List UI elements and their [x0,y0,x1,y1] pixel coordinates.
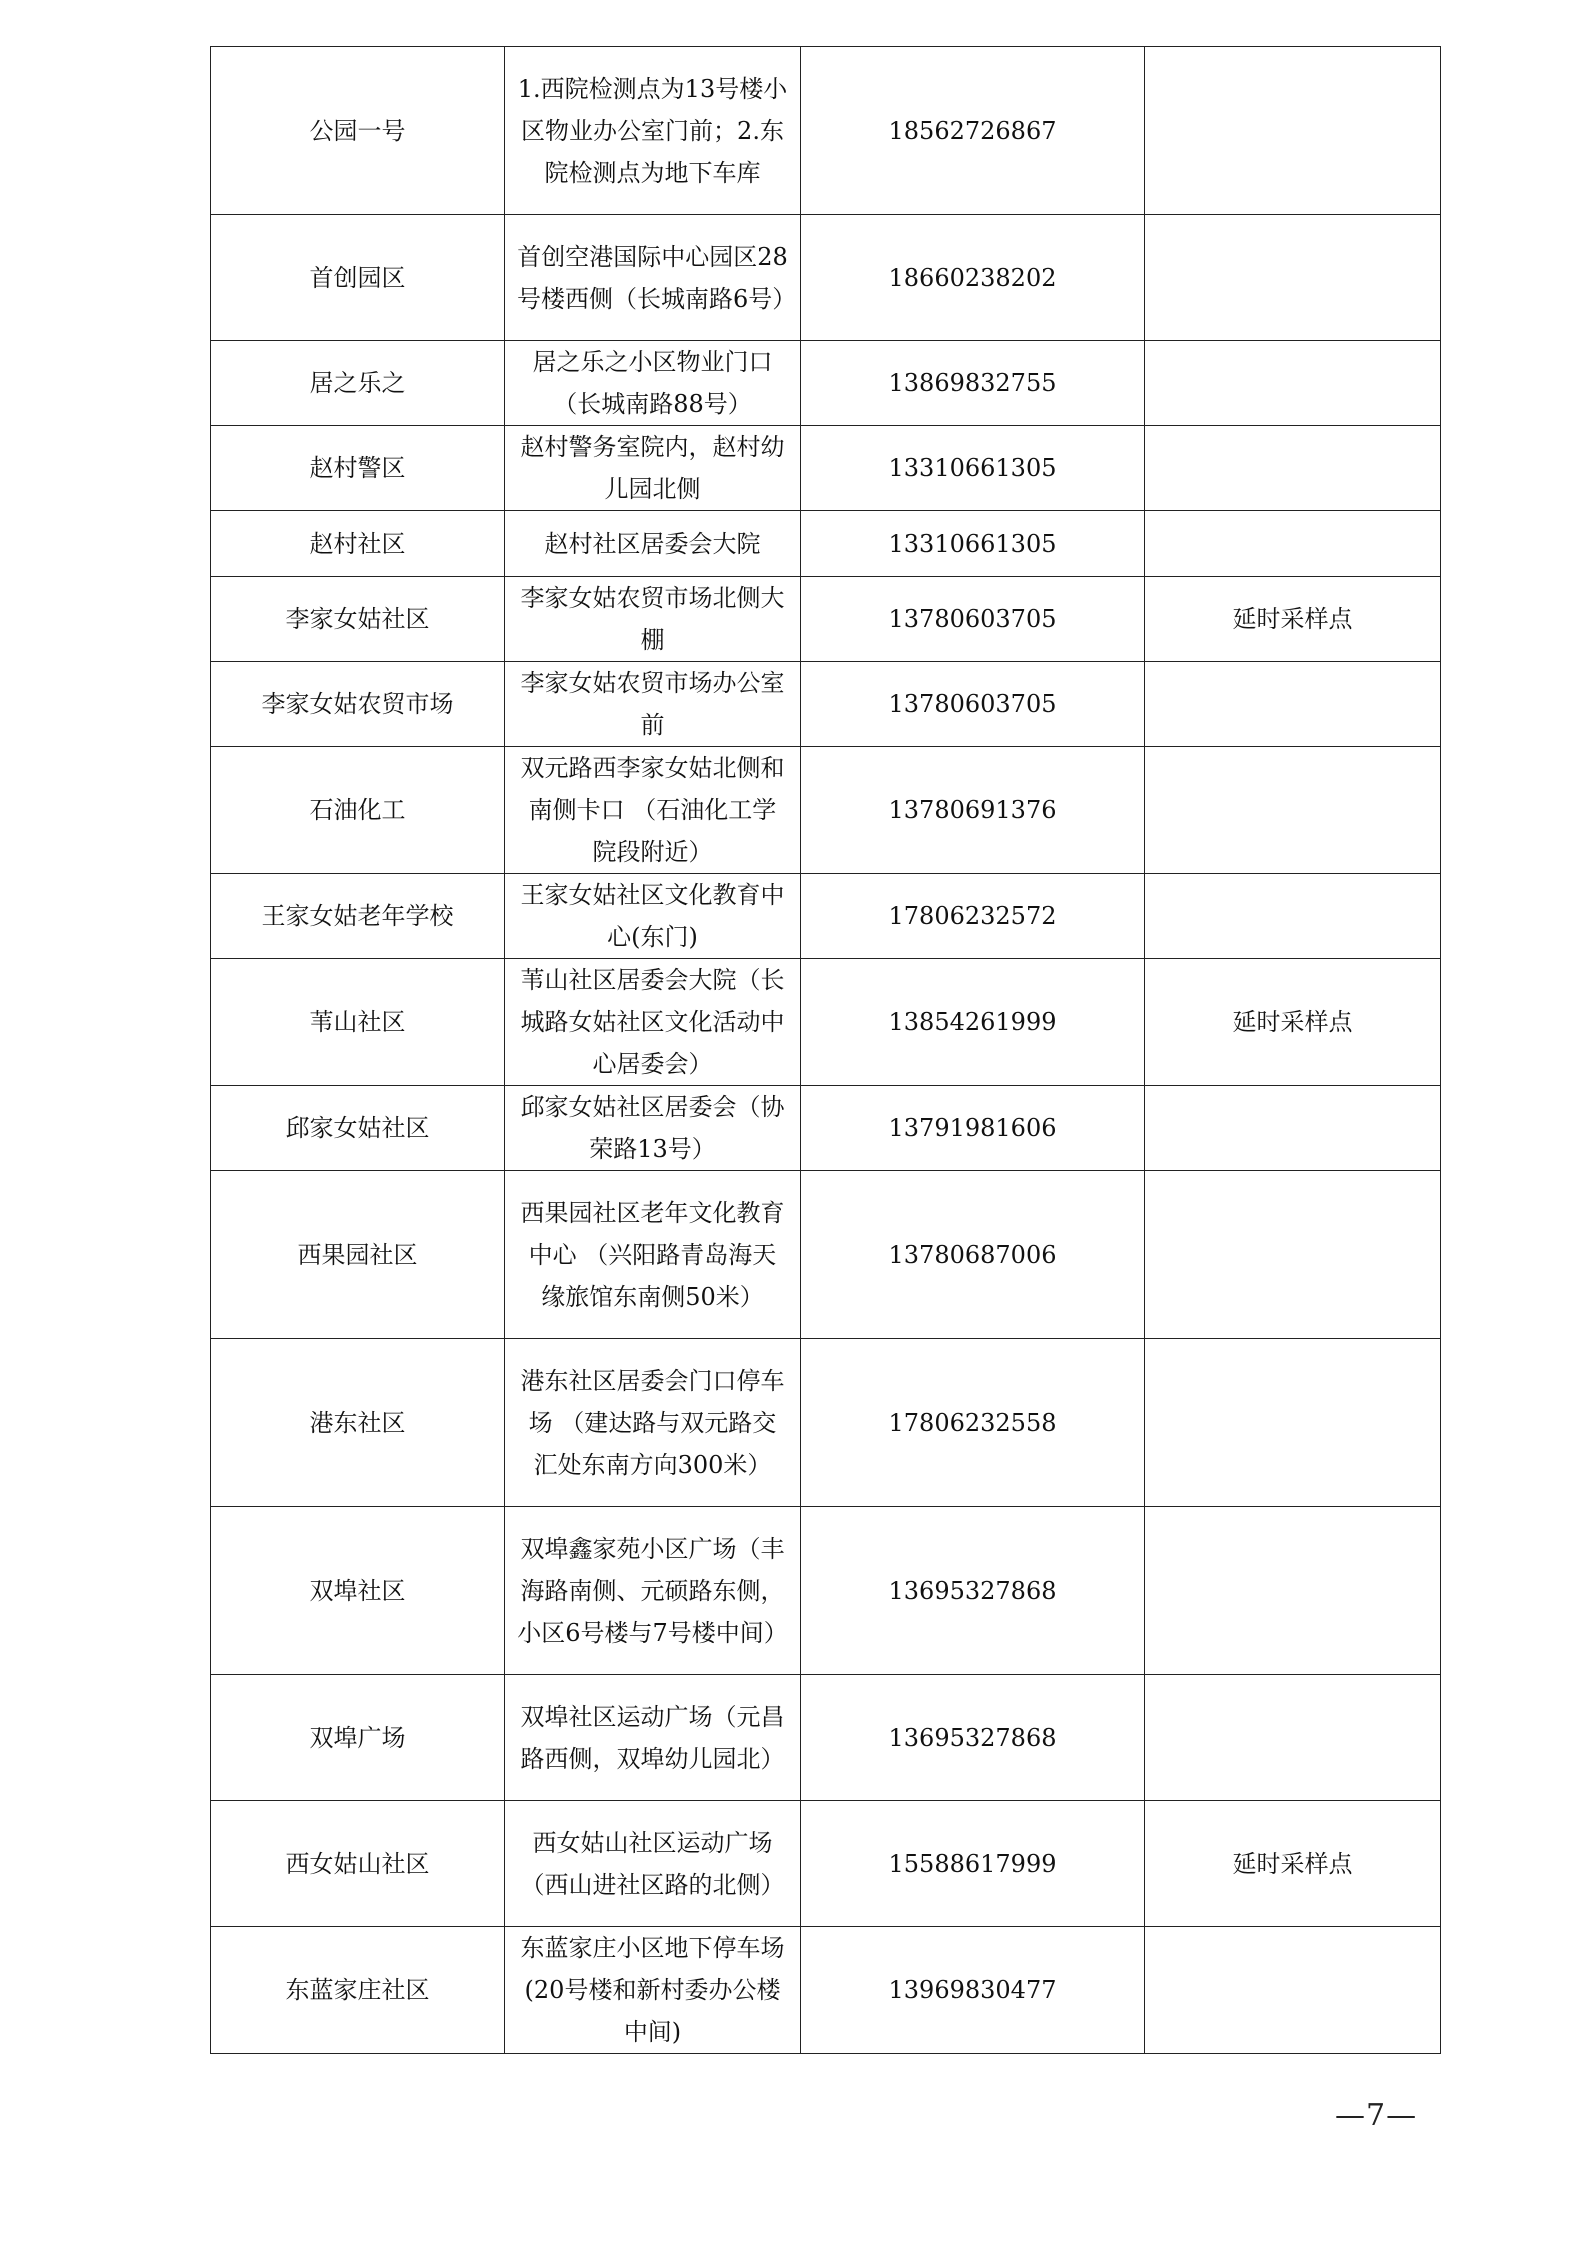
phone-cell: 18660238202 [801,215,1145,341]
site-name-cell: 公园一号 [211,47,505,215]
site-name-cell: 赵村社区 [211,511,505,577]
phone-cell: 17806232572 [801,874,1145,959]
note-cell [1145,1086,1441,1171]
site-name-cell: 西女姑山社区 [211,1801,505,1927]
phone-cell: 13969830477 [801,1927,1145,2054]
note-cell [1145,511,1441,577]
site-name-cell: 首创园区 [211,215,505,341]
note-cell [1145,1675,1441,1801]
note-cell [1145,215,1441,341]
address-cell: 双元路西李家女姑北侧和南侧卡口 （石油化工学院段附近） [505,747,801,874]
address-cell: 西果园社区老年文化教育中心 （兴阳路青岛海天缘旅馆东南侧50米） [505,1171,801,1339]
table-row [211,426,1441,511]
address-cell: 邱家女姑社区居委会（协荣路13号） [505,1086,801,1171]
address-cell: 1.西院检测点为13号楼小区物业办公室门前；2.东院检测点为地下车库 [505,47,801,215]
site-name-cell: 港东社区 [211,1339,505,1507]
note-cell: 延时采样点 [1145,1801,1441,1927]
note-cell: 延时采样点 [1145,959,1441,1086]
note-cell [1145,1339,1441,1507]
address-cell: 李家女姑农贸市场办公室前 [505,662,801,747]
note-cell [1145,874,1441,959]
address-cell: 首创空港国际中心园区28号楼西侧（长城南路6号） [505,215,801,341]
address-cell: 双埠社区运动广场（元昌路西侧，双埠幼儿园北） [505,1675,801,1801]
address-cell: 居之乐之小区物业门口（长城南路88号） [505,341,801,426]
phone-cell: 13310661305 [801,426,1145,511]
note-cell: 延时采样点 [1145,577,1441,662]
table-row [211,1675,1441,1801]
table-row [211,662,1441,747]
table-row [211,47,1441,215]
site-name-cell: 李家女姑社区 [211,577,505,662]
phone-cell: 17806232558 [801,1339,1145,1507]
phone-cell: 13791981606 [801,1086,1145,1171]
phone-cell: 13869832755 [801,341,1145,426]
note-cell [1145,747,1441,874]
note-cell [1145,426,1441,511]
phone-cell: 13310661305 [801,511,1145,577]
note-cell [1145,1171,1441,1339]
table-row [211,215,1441,341]
site-name-cell: 石油化工 [211,747,505,874]
sampling-sites-table [210,46,1441,2054]
phone-cell: 13780691376 [801,747,1145,874]
note-cell [1145,1507,1441,1675]
site-name-cell: 赵村警区 [211,426,505,511]
table-row [211,959,1441,1086]
site-name-cell: 居之乐之 [211,341,505,426]
page-number: —7— [1335,2098,1418,2133]
phone-cell: 13695327868 [801,1507,1145,1675]
note-cell [1145,47,1441,215]
phone-cell: 13780687006 [801,1171,1145,1339]
site-name-cell: 王家女姑老年学校 [211,874,505,959]
address-cell: 双埠鑫家苑小区广场（丰海路南侧、元硕路东侧，小区6号楼与7号楼中间） [505,1507,801,1675]
table-row [211,341,1441,426]
site-name-cell: 苇山社区 [211,959,505,1086]
address-cell: 赵村社区居委会大院 [505,511,801,577]
table-row [211,1171,1441,1339]
site-name-cell: 邱家女姑社区 [211,1086,505,1171]
table-row [211,1086,1441,1171]
table-row [211,874,1441,959]
phone-cell: 15588617999 [801,1801,1145,1927]
table-row [211,511,1441,577]
site-name-cell: 双埠社区 [211,1507,505,1675]
phone-cell: 13780603705 [801,577,1145,662]
site-name-cell: 李家女姑农贸市场 [211,662,505,747]
address-cell: 港东社区居委会门口停车场 （建达路与双元路交汇处东南方向300米） [505,1339,801,1507]
note-cell [1145,341,1441,426]
table-row [211,1801,1441,1927]
phone-cell: 13854261999 [801,959,1145,1086]
phone-cell: 13695327868 [801,1675,1145,1801]
address-cell: 苇山社区居委会大院（长城路女姑社区文化活动中心居委会） [505,959,801,1086]
table-row [211,747,1441,874]
table-row [211,577,1441,662]
site-name-cell: 西果园社区 [211,1171,505,1339]
note-cell [1145,1927,1441,2054]
address-cell: 东蓝家庄小区地下停车场(20号楼和新村委办公楼中间) [505,1927,801,2054]
note-cell [1145,662,1441,747]
table-row [211,1507,1441,1675]
address-cell: 西女姑山社区运动广场（西山进社区路的北侧） [505,1801,801,1927]
site-name-cell: 双埠广场 [211,1675,505,1801]
address-cell: 王家女姑社区文化教育中心(东门) [505,874,801,959]
site-name-cell: 东蓝家庄社区 [211,1927,505,2054]
phone-cell: 13780603705 [801,662,1145,747]
table-row [211,1927,1441,2054]
address-cell: 李家女姑农贸市场北侧大棚 [505,577,801,662]
phone-cell: 18562726867 [801,47,1145,215]
address-cell: 赵村警务室院内，赵村幼儿园北侧 [505,426,801,511]
table-row [211,1339,1441,1507]
